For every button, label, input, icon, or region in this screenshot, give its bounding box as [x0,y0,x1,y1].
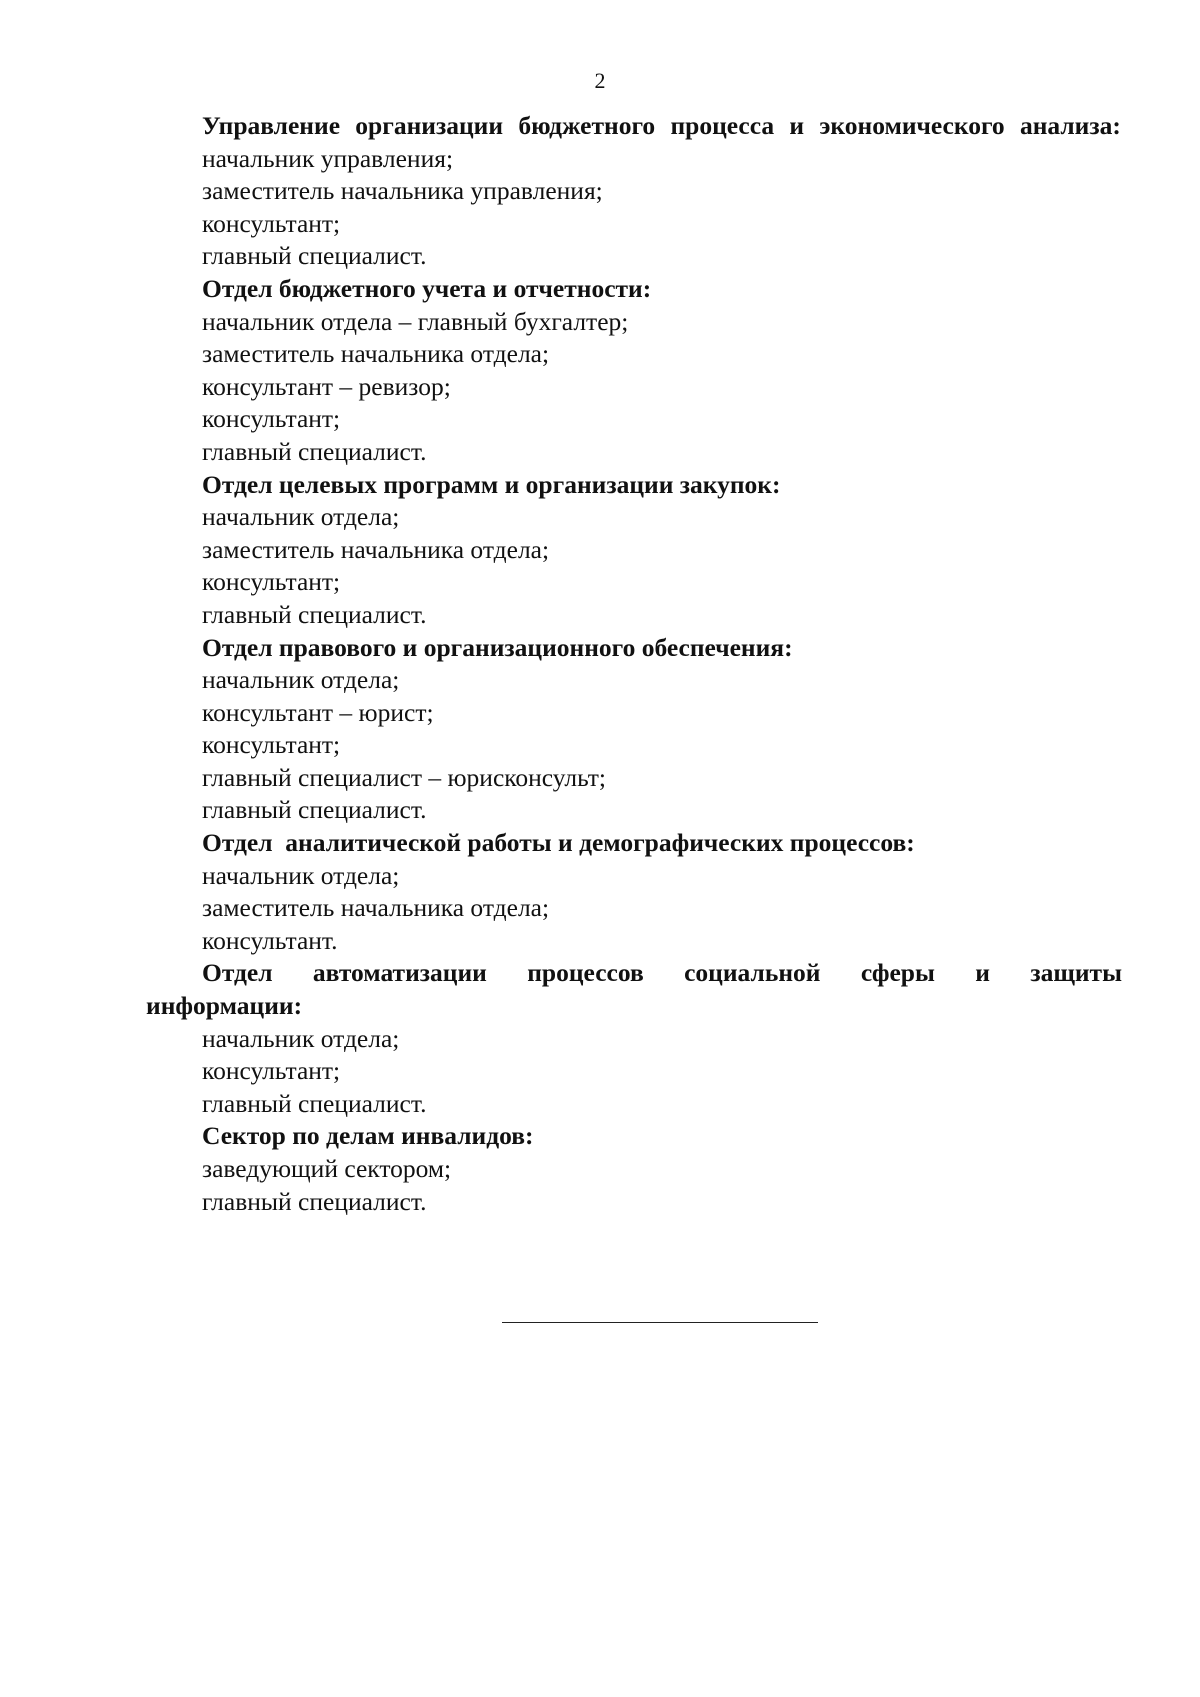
list-item: консультант; [202,404,341,434]
section-heading: Управление организации бюджетного процесса и экономического анализа: [202,111,1121,140]
list-item: консультант; [202,208,341,238]
section-analytics [146,827,1122,957]
page-number: 2 [594,68,606,93]
list-item: начальник отдела; [202,502,400,532]
list-item: начальник отдела – главный бухгалтер; [202,306,629,336]
section-disability-affairs [146,1120,1122,1218]
section-target-programs [146,469,1122,632]
section-heading: Отдел аналитической работы и демографических процессов: [202,828,915,858]
list-item: главный специалист. [202,1186,427,1216]
list-item: начальник отдела; [202,1023,400,1053]
list-item: заместитель начальника отдела; [202,534,550,564]
list-item: главный специалист. [202,241,427,271]
list-item: главный специалист. [202,599,427,629]
list-item: главный специалист. [202,1088,427,1118]
list-item: консультант; [202,567,341,597]
list-item: консультант; [202,730,341,760]
section-automation [146,957,1122,1120]
list-item: консультант – ревизор; [202,371,451,401]
section-heading: Отдел правового и организационного обеспечения: [202,632,793,662]
section-heading: Отдел бюджетного учета и отчетности: [202,273,652,303]
list-item: главный специалист. [202,795,427,825]
section-legal-support [146,632,1122,828]
list-item: заместитель начальника отдела; [202,893,550,923]
section-budget-process [146,110,1122,273]
section-heading: Отдел целевых программ и организации закупок: [202,469,781,499]
list-item: консультант – юрист; [202,697,434,727]
list-item: заместитель начальника отдела; [202,339,550,369]
list-item: начальник отдела; [202,860,400,890]
list-item: заведующий сектором; [202,1154,452,1183]
end-of-document-rule [502,1322,818,1323]
section-heading: Сектор по делам инвалидов: [202,1121,534,1151]
list-item: главный специалист. [202,436,427,466]
list-item: консультант; [202,1056,341,1086]
section-budget-accounting [146,273,1122,469]
list-item: главный специалист – юрисконсульт; [202,762,606,792]
document-body [146,110,1122,1218]
section-heading: Отдел автоматизации процессов социальной сферы и защиты информации: [146,958,1122,1021]
list-item: консультант. [202,925,338,955]
list-item: начальник управления; [202,143,454,173]
list-item: начальник отдела; [202,665,400,695]
list-item: заместитель начальника управления; [202,176,603,206]
